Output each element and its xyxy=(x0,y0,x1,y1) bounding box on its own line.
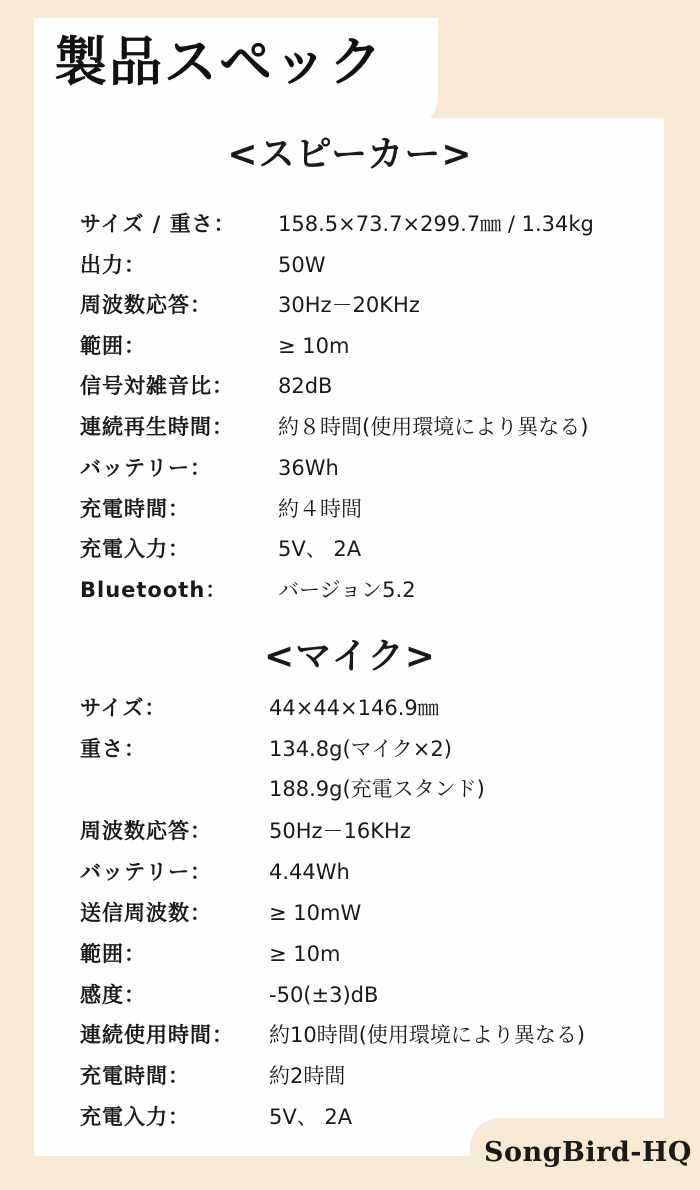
spec-label: 充電時間： xyxy=(80,1064,190,1088)
spec-value: 約４時間 xyxy=(278,497,362,521)
spec-value: 158.5×73.7×299.7㎜ / 1.34kg xyxy=(278,212,594,236)
spec-label: 範囲： xyxy=(80,942,146,966)
spec-value: 4.44Wh xyxy=(269,860,350,884)
spec-label: サイズ / 重さ： xyxy=(80,212,236,236)
spec-label: 充電入力： xyxy=(80,1105,190,1129)
page-title: 製品スペック xyxy=(54,32,384,93)
mic-heading: <マイク> xyxy=(264,636,436,677)
spec-value: 82dB xyxy=(278,374,333,398)
spec-label: 出力： xyxy=(80,253,146,277)
spec-value: ≥ 10m xyxy=(269,942,341,966)
spec-label: Bluetooth： xyxy=(80,578,228,602)
spec-label: 連続使用時間： xyxy=(80,1023,234,1047)
spec-value: -50(±3)dB xyxy=(269,983,379,1007)
spec-value: 44×44×146.9㎜ xyxy=(269,696,439,720)
spec-value: 5V、 2A xyxy=(269,1105,353,1129)
spec-value: 約８時間(使用環境により異なる) xyxy=(278,415,589,439)
spec-value: 30Hz－20KHz xyxy=(278,293,420,317)
spec-label: 信号対雑音比： xyxy=(80,374,234,398)
spec-value: 50W xyxy=(278,253,326,277)
spec-value: ≥ 10mW xyxy=(269,901,362,925)
spec-label: 重さ： xyxy=(80,737,146,761)
spec-value: 約10時間(使用環境により異なる) xyxy=(269,1023,586,1047)
brand-logo-text: SongBird-HQ xyxy=(484,1137,692,1168)
spec-label: 周波数応答： xyxy=(80,819,212,843)
spec-label: 充電時間： xyxy=(80,497,190,521)
spec-label: 範囲： xyxy=(80,334,146,358)
spec-value: ≥ 10m xyxy=(278,334,350,358)
spec-label: 感度： xyxy=(80,983,146,1007)
spec-label: サイズ： xyxy=(80,696,167,720)
speaker-heading: <スピーカー> xyxy=(227,134,473,175)
spec-label: 送信周波数： xyxy=(80,901,212,925)
spec-value: 約2時間 xyxy=(269,1064,346,1088)
spec-value: バージョン5.2 xyxy=(278,578,416,602)
spec-value-secondary: 188.9g(充電スタンド) xyxy=(269,777,485,801)
spec-label: バッテリー： xyxy=(80,860,212,884)
spec-value: 50Hz－16KHz xyxy=(269,819,411,843)
spec-label: 連続再生時間： xyxy=(80,415,234,439)
spec-label: バッテリー： xyxy=(80,456,212,480)
spec-label: 周波数応答： xyxy=(80,293,212,317)
spec-value: 36Wh xyxy=(278,456,339,480)
spec-value: 5V、 2A xyxy=(278,537,362,561)
spec-value: 134.8g(マイク×2) xyxy=(269,737,452,761)
spec-label: 充電入力： xyxy=(80,537,190,561)
